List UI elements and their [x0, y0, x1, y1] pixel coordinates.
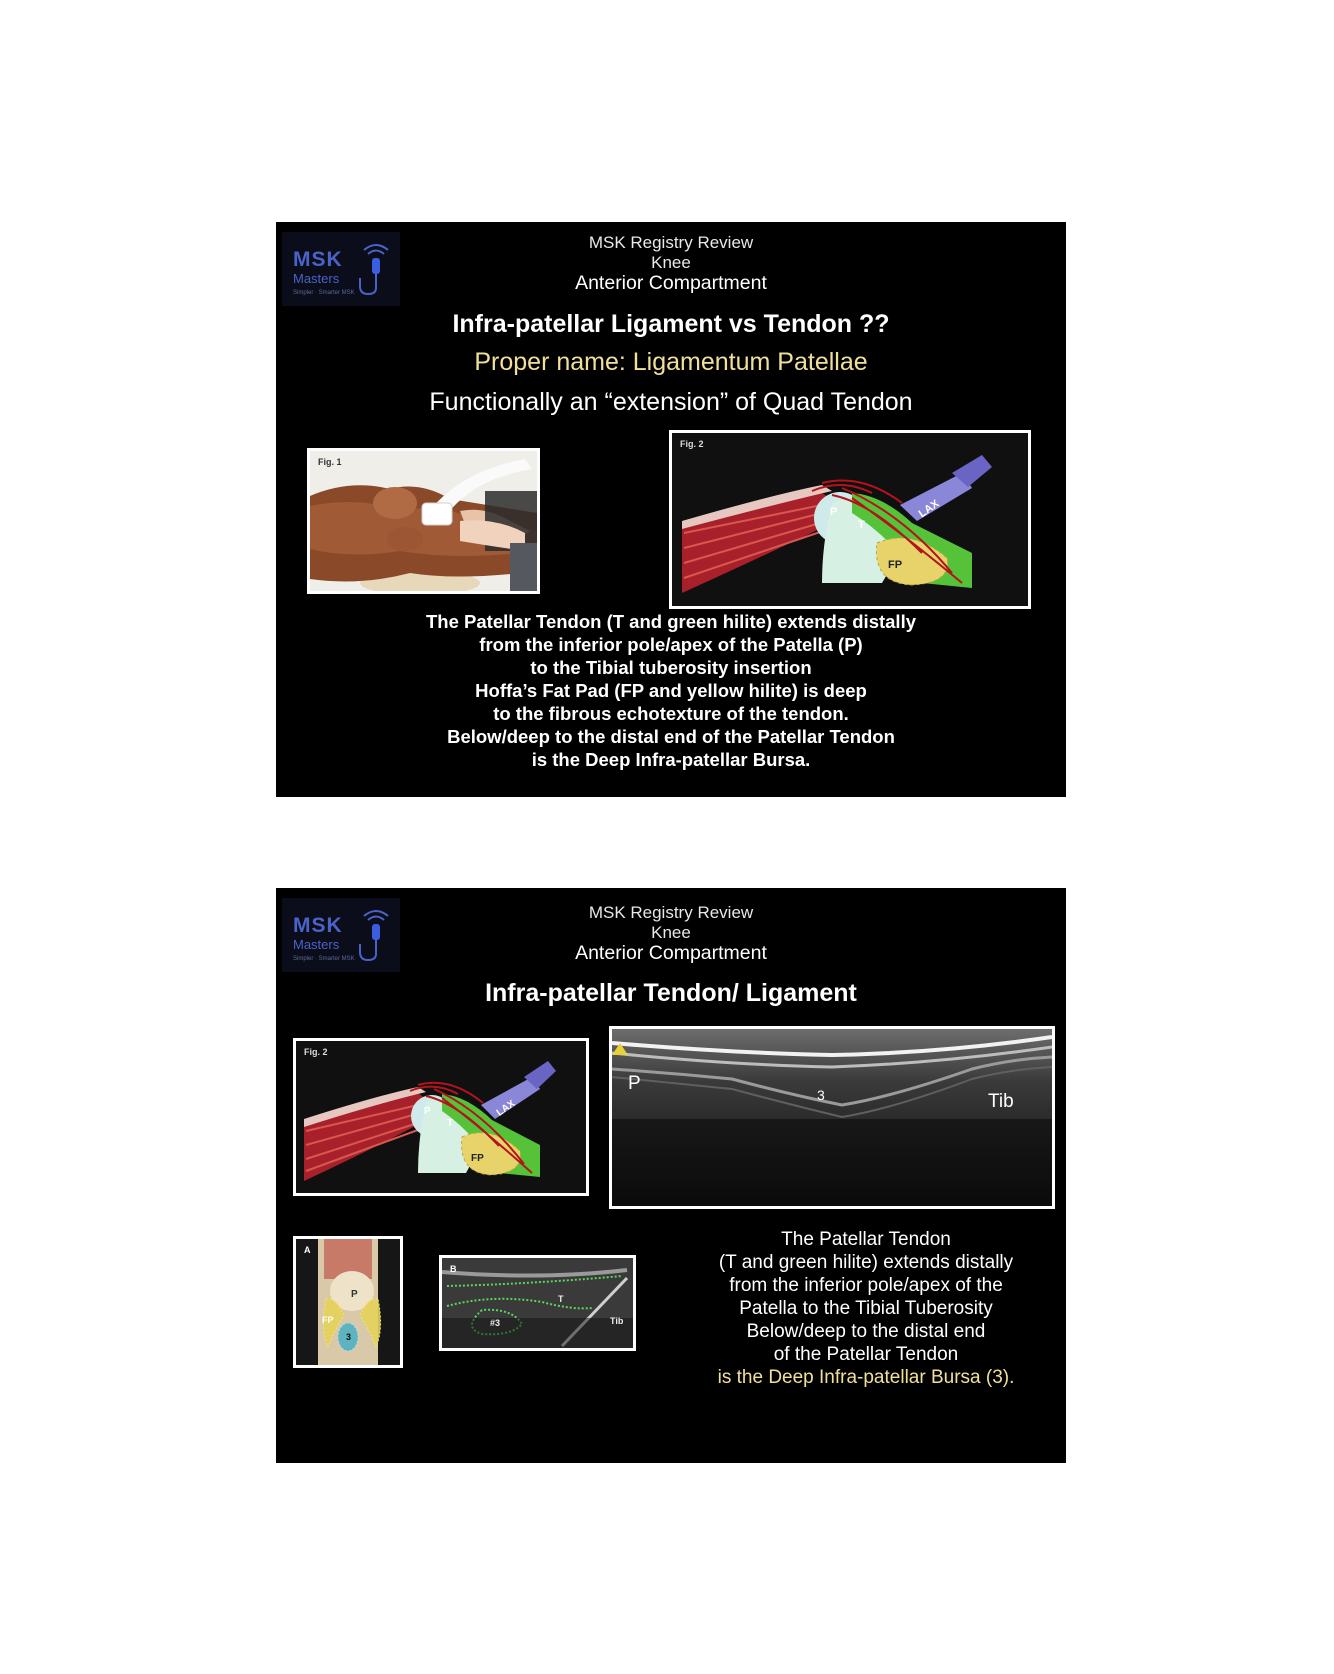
us-label-tibia: Tib — [988, 1091, 1014, 1112]
body-line: The Patellar Tendon — [781, 1229, 951, 1250]
figB-mark-t: T — [558, 1294, 564, 1304]
slide1-body-text — [336, 610, 1006, 771]
fig2-mark-p: P — [424, 1106, 431, 1117]
figA-knee-photo — [293, 1236, 403, 1368]
ultrasound-scan-image — [612, 1029, 1052, 1206]
body-line: of the Patellar Tendon — [773, 1344, 959, 1365]
body-line: Below/deep to the distal end of the Patellar Tendon — [447, 726, 895, 747]
us-label-patella: P — [628, 1073, 641, 1094]
us-label-bursa: 3 — [817, 1087, 825, 1103]
ultrasound-image — [609, 1026, 1055, 1209]
fig2-mark-fp: FP — [471, 1153, 484, 1164]
figB-ultrasound-outline — [439, 1255, 636, 1351]
header-line-2: Knee — [651, 923, 691, 942]
knee-anatomy-illustration — [296, 1041, 586, 1193]
body-line: Hoffa’s Fat Pad (FP and yellow hilite) is deep — [475, 680, 867, 701]
knee-scan-photo-image — [310, 451, 537, 591]
logo-tagline: Simpler · Smarter MSK — [293, 290, 355, 296]
slide-title: Infra-patellar Ligament vs Tendon ?? — [452, 310, 890, 338]
fig2-label: Fig. 2 — [680, 439, 704, 449]
body-line: from the inferior pole/apex of the Patella (P) — [479, 634, 863, 655]
body-line: Patella to the Tibial Tuberosity — [739, 1298, 993, 1319]
figA-mark-3: 3 — [346, 1332, 352, 1342]
header-line-3: Anterior Compartment — [575, 942, 767, 964]
slide-title: Infra-patellar Tendon/ Ligament — [485, 979, 857, 1007]
body-line-highlight: is the Deep Infra-patellar Bursa (3). — [717, 1367, 1015, 1388]
logo-subbrand: Masters — [293, 271, 340, 286]
logo-brand: MSK — [293, 248, 343, 271]
fig2-mark-lax: LAX — [916, 497, 942, 521]
slide-1 — [276, 222, 1066, 797]
knee-anterior-view-image — [296, 1239, 400, 1365]
header-line-1: MSK Registry Review — [588, 903, 754, 922]
header-line-1: MSK Registry Review — [588, 233, 754, 252]
figA-label: A — [304, 1245, 311, 1255]
fig2-mark-t: T — [858, 519, 865, 531]
figB-mark-hash3: #3 — [490, 1318, 501, 1328]
fig2-anatomy-diagram — [293, 1038, 589, 1196]
figA-mark-fp: FP — [322, 1315, 334, 1325]
fig2-mark-fp: FP — [888, 559, 903, 571]
figA-mark-p: P — [351, 1289, 358, 1300]
body-line: from the inferior pole/apex of the — [729, 1275, 1003, 1296]
header-line-3: Anterior Compartment — [575, 272, 767, 294]
subtitle-proper-name: Proper name: Ligamentum Patellae — [474, 348, 868, 376]
fig2-label: Fig. 2 — [304, 1047, 328, 1057]
fig2-anatomy-diagram — [669, 430, 1031, 609]
subtitle-functional: Functionally an “extension” of Quad Tendon — [429, 388, 913, 416]
figB-mark-tib: Tib — [610, 1316, 624, 1326]
header-line-2: Knee — [651, 253, 691, 272]
fig2-mark-p: P — [830, 506, 838, 518]
slide-2 — [276, 888, 1066, 1463]
body-line: Below/deep to the distal end — [746, 1321, 986, 1342]
ultrasound-annotated-image — [442, 1258, 633, 1348]
fig1-scanning-photo — [307, 448, 540, 594]
fig2-mark-t: T — [447, 1118, 454, 1129]
slide2-body-text — [686, 1228, 1046, 1389]
body-line: (T and green hilite) extends distally — [718, 1252, 1014, 1273]
logo-brand: MSK — [293, 914, 343, 937]
figB-label: B — [450, 1264, 457, 1274]
logo-tagline: Simpler · Smarter MSK — [293, 956, 355, 962]
body-line: The Patellar Tendon (T and green hilite) extends distally — [426, 611, 916, 632]
body-line: is the Deep Infra-patellar Bursa. — [531, 749, 811, 770]
body-line: to the Tibial tuberosity insertion — [530, 657, 812, 678]
fig1-label: Fig. 1 — [318, 457, 342, 467]
fig2-mark-lax: LAX — [494, 1098, 518, 1119]
knee-anatomy-illustration — [672, 433, 1028, 606]
body-line: to the fibrous echotexture of the tendon. — [493, 703, 849, 724]
logo-subbrand: Masters — [293, 937, 340, 952]
